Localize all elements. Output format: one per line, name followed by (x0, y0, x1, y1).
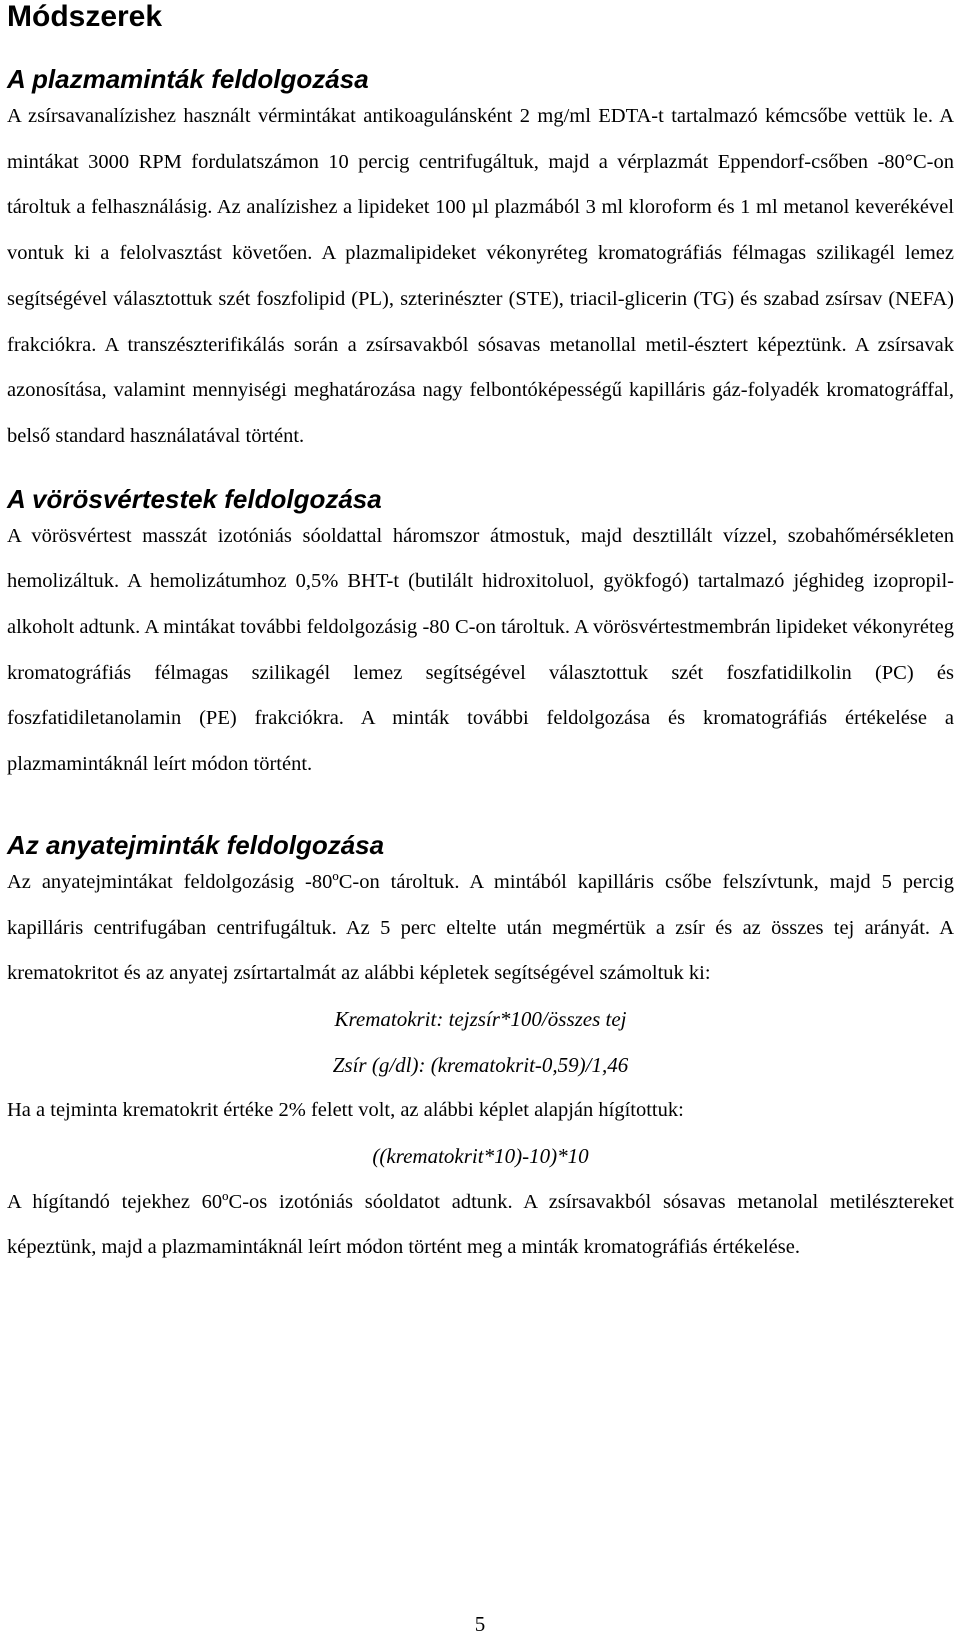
section-heading-breast-milk: Az anyatejminták feldolgozása (7, 829, 385, 860)
section-heading-red-blood-cells: A vörösvértestek feldolgozása (7, 483, 382, 514)
paragraph-breast-milk: Az anyatejmintákat feldolgozásig -80ºC-on tároltuk. A mintából kapilláris csőbe felszívtunk, majd 5 percig kapilláris centrifugában centrifugáltuk. Az 5 perc eltelte után megmértük a zsír és az összes tej arányát. A krematokritot és az anyatej zsírtartalmát az alábbi képletek segítségével számoltuk ki: (7, 870, 954, 985)
page-number: 5 (474, 1612, 486, 1636)
paragraph-plasma: A zsírsavanalízishez használt vérmintákat antikoagulánsként 2 mg/ml EDTA-t tartalmazó kémcsőbe vettük le. A mintákat 3000 RPM fordulatszámon 10 percig centrifugáltuk, majd a vérplazmát Eppendorf-csőben -80°C-on tároltuk a felhasználásig. Az analízishez a lipideket 100 µl plazmából 3 ml kloroform és 1 ml metanol keverékével vontuk ki a felolvasztást követően. A plazmalipideket vékonyréteg kromatográfiás félmagas szilikagél lemez segítségével választottuk szét foszfolipid (PL), szterinészter (STE), triacil-glicerin (TG) és szabad zsírsav (NEFA) frakciókra. A transzészterifikálás során a zsírsavakból sósavas metanollal metil-észtert képeztünk. A zsírsavak azonosítása, valamint mennyiségi meghatározása nagy felbontóképességű kapilláris gáz-folyadék kromatográffal, belső standard használatával történt. (7, 105, 954, 447)
section-heading-plasma: A plazmaminták feldolgozása (7, 64, 369, 94)
document-page (7, 0, 954, 1271)
formula-dilution: ((krematokrit*10)-10)*10 (372, 1144, 589, 1169)
page-title: Módszerek (7, 0, 163, 33)
formula-crematocrit: Krematokrit: tejzsír*100/összes tej (334, 1006, 627, 1031)
paragraph-red-blood-cells: A vörösvértest masszát izotóniás sóoldattal háromszor átmostuk, majd desztillált vízzel, szobahőmérsékleten hemolizáltuk. A hemolizátumhoz 0,5% BHT-t (butilált hidroxitoluol, gyökfogó) tartalmazó jéghideg izopropil-alkoholt adtunk. A mintákat további feldolgozásig -80 C-on tároltuk. A vörösvértestmembrán lipideket vékonyréteg kromatográfiás félmagas szilikagél lemez segítségével választottuk szét foszfatidilkolin (PC) és foszfatidiletanolamin (PE) frakciókra. A minták további feldolgozása és kromatográfiás értékelése a plazmamintáknál leírt módon történt. (7, 524, 954, 776)
formula-fat: Zsír (g/dl): (krematokrit-0,59)/1,46 (332, 1052, 629, 1077)
paragraph-dilution: Ha a tejminta krematokrit értéke 2% felett volt, az alábbi képlet alapján hígítottuk: (7, 1099, 684, 1122)
paragraph-final: A hígítandó tejekhez 60ºC-os izotóniás sóoldatot adtunk. A zsírsavakból sósavas metanolal metilésztereket képeztünk, majd a plazmamintáknál leírt módon történt meg a minták kromatográfiás értékelése. (7, 1190, 954, 1259)
